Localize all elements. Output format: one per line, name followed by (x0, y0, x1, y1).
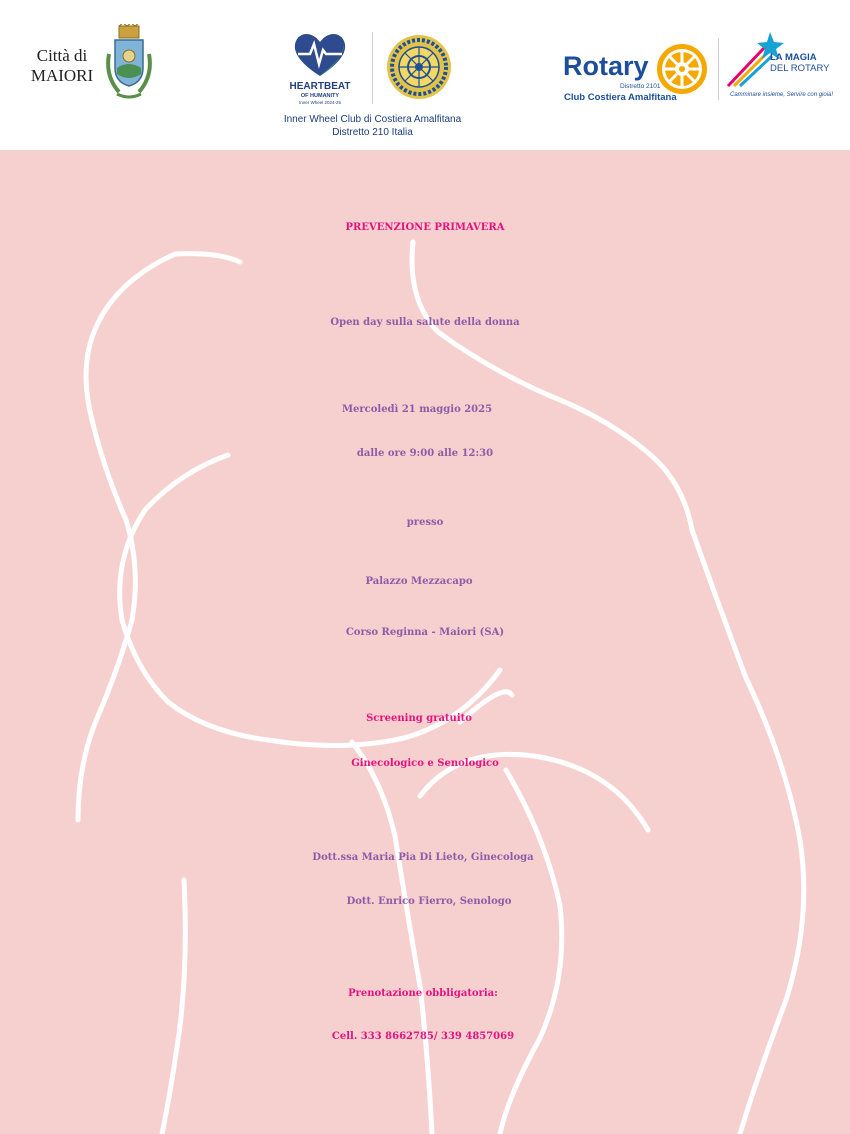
rotary-wheel-icon (655, 42, 709, 96)
rotary-divider (718, 38, 719, 100)
heartbeat-logo-icon (292, 30, 348, 80)
citta-line-2: MAIORI (30, 66, 94, 85)
booking-label: Prenotazione obbligatoria: (348, 988, 498, 999)
inner-wheel-line-2: Distretto 210 Italia (332, 127, 413, 138)
heartbeat-year: Inner Wheel 2024-25 (298, 100, 342, 105)
citta-di-maiori-label (25, 46, 99, 86)
screening-line-1: Screening gratuito (366, 713, 472, 724)
header-divider (372, 32, 373, 104)
event-date: Mercoledì 21 maggio 2025 (341, 404, 493, 415)
venue-name: Palazzo Mezzacapo (365, 576, 473, 587)
magia-line-1: LA MAGIA (770, 52, 817, 63)
inner-wheel-emblem-icon (385, 33, 453, 101)
citta-line-1: Città di (36, 46, 88, 65)
coat-of-arms-icon (103, 24, 155, 102)
presso-label: presso (406, 517, 444, 528)
poster-subtitle: Open day sulla salute della donna (330, 317, 520, 328)
doctor-senologist: Dott. Enrico Fierro, Senologo (346, 896, 512, 907)
poster-title: PREVENZIONE PRIMAVERA (345, 222, 505, 233)
rotary-district: Distretto 2101 (620, 83, 661, 90)
magia-line-2: DEL ROTARY (770, 63, 830, 74)
poster-area (0, 150, 850, 1134)
magia-tagline: Camminare insieme, Servire con gioia! (730, 92, 834, 98)
screening-line-2: Ginecologico e Senologico (351, 758, 499, 769)
rotary-club: Club Costiera Amalfitana (564, 92, 677, 103)
magia-title (770, 52, 829, 74)
venue-address: Corso Reginna - Maiori (SA) (345, 627, 505, 638)
inner-wheel-line-1: Inner Wheel Club di Costiera Amalfitana (283, 114, 462, 125)
heartbeat-subtitle: OF HUMANITY (300, 93, 340, 99)
doctor-gynecologist: Dott.ssa Maria Pia Di Lieto, Ginecologa (312, 852, 534, 863)
logo-header (0, 0, 850, 150)
rotary-wordmark: Rotary (563, 51, 649, 81)
booking-phones: Cell. 333 8662785/ 339 4857069 (331, 1031, 515, 1042)
event-time: dalle ore 9:00 alle 12:30 (356, 448, 494, 459)
heartbeat-title: HEARTBEAT (289, 81, 351, 92)
